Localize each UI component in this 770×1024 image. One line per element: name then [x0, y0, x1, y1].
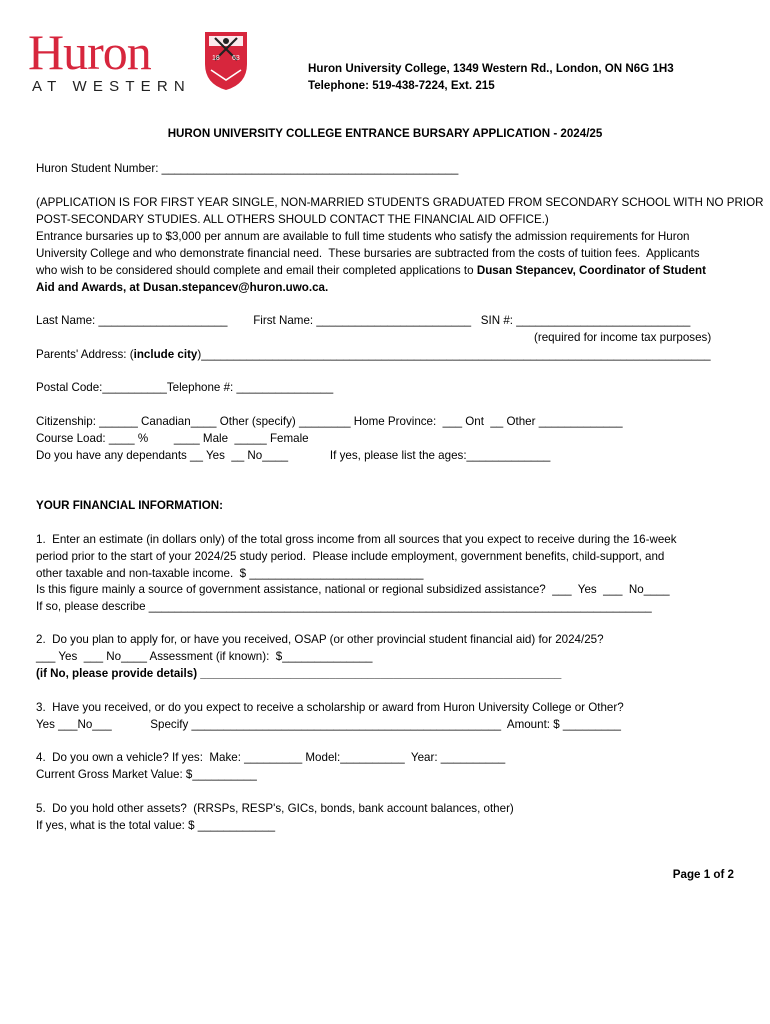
- form-title: HURON UNIVERSITY COLLEGE ENTRANCE BURSARY APPLICATION - 2024/25: [167, 127, 603, 140]
- dependants-fields[interactable]: Do you have any dependants __ Yes __ No____ If yes, please list the ages:_____________: [36, 449, 551, 462]
- intro-line-5-text: who wish to be considered should complete and email their completed applications to: [36, 264, 477, 277]
- citizenship-fields[interactable]: Citizenship: ______ Canadian____ Other (specify) ________ Home Province: ___ Ont __ Other _____________: [36, 415, 623, 428]
- huron-logo: [28, 24, 250, 103]
- address-label: Parents' Address: (: [36, 348, 134, 361]
- parents-address-field[interactable]: [36, 347, 711, 363]
- header-telephone: Telephone: 519-438-7224, Ext. 215: [308, 79, 495, 92]
- intro-line-2: POST-SECONDARY STUDIES. ALL OTHERS SHOULD CONTACT THE FINANCIAL AID OFFICE.): [36, 213, 549, 226]
- crest-icon: [203, 30, 249, 92]
- intro-line-5: [36, 263, 706, 279]
- intro-line-1: (APPLICATION IS FOR FIRST YEAR SINGLE, NON-MARRIED STUDENTS GRADUATED FROM SECONDARY SCHOOL WITH NO PRIOR: [36, 196, 764, 209]
- q3-question: 3. Have you received, or do you expect to receive a scholarship or award from Huron University College or Other?: [36, 701, 624, 714]
- address-include-city: include city: [133, 348, 198, 361]
- q5-total-value-field[interactable]: If yes, what is the total value: $ ____________: [36, 819, 276, 832]
- student-number-field[interactable]: Huron Student Number: ______________________________________________: [36, 162, 459, 175]
- intro-line-4: University College and who demonstrate financial need. These bursaries are subtracted from the costs of tuition fees. Applicants: [36, 247, 700, 260]
- q1-income-field[interactable]: other taxable and non-taxable income. $ ___________________________: [36, 567, 424, 580]
- header-address: Huron University College, 1349 Western Rd., London, ON N6G 1H3: [308, 62, 674, 75]
- coordinator-name: Dusan Stepancev, Coordinator of Student: [476, 264, 706, 277]
- coordinator-email: Aid and Awards, at Dusan.stepancev@huron.uwo.ca.: [36, 281, 329, 294]
- q2-details-field[interactable]: (if No, please provide details) ________________________________________________________: [36, 667, 562, 680]
- q4-vehicle-fields[interactable]: 4. Do you own a vehicle? If yes: Make: _________ Model:__________ Year: __________: [36, 751, 506, 764]
- course-load-fields[interactable]: Course Load: ____ % ____ Male _____ Female: [36, 432, 309, 445]
- logo-wordmark: Huron: [28, 24, 151, 80]
- q1-describe-field[interactable]: If so, please describe ______________________________________________________________________________: [36, 600, 652, 613]
- address-blank[interactable]: )_______________________________________________________________________________: [197, 348, 711, 361]
- q2-question: 2. Do you plan to apply for, or have you received, OSAP (or other provincial student financial aid) for 2024/25?: [36, 633, 604, 646]
- q1-line-1: 1. Enter an estimate (in dollars only) of the total gross income from all sources that you expect to receive during the 16-week: [36, 533, 677, 546]
- financial-heading: YOUR FINANCIAL INFORMATION:: [36, 499, 223, 512]
- sin-note: (required for income tax purposes): [534, 331, 712, 344]
- name-sin-fields[interactable]: Last Name: ____________________ First Name: ________________________ SIN #: ___________________________: [36, 314, 691, 327]
- q2-osap-fields[interactable]: ___ Yes ___ No____ Assessment (if known): $______________: [36, 650, 373, 663]
- q1-government-assistance[interactable]: Is this figure mainly a source of government assistance, national or regional subsidized assistance? ___ Yes ___ No____: [36, 583, 670, 596]
- q1-line-2: period prior to the start of your 2024/25 study period. Please include employment, government benefits, child-support, and: [36, 550, 665, 563]
- q5-question: 5. Do you hold other assets? (RRSPs, RESP's, GICs, bonds, bank account balances, other): [36, 802, 514, 815]
- logo-subline: AT WESTERN: [32, 78, 191, 95]
- intro-line-3: Entrance bursaries up to $3,000 per annum are available to full time students who satisfy the admission requirements for Huron: [36, 230, 690, 243]
- q4-market-value-field[interactable]: Current Gross Market Value: $__________: [36, 768, 257, 781]
- page-number: Page 1 of 2: [672, 868, 734, 881]
- postal-telephone-fields[interactable]: Postal Code:__________Telephone #: _______________: [36, 381, 334, 394]
- header-contact: [308, 60, 674, 94]
- q3-scholarship-fields[interactable]: Yes ___No___ Specify ________________________________________________ Amount: $ _________: [36, 718, 621, 731]
- crest-year-left: 18: [212, 55, 220, 62]
- crest-year-right: 63: [232, 55, 240, 62]
